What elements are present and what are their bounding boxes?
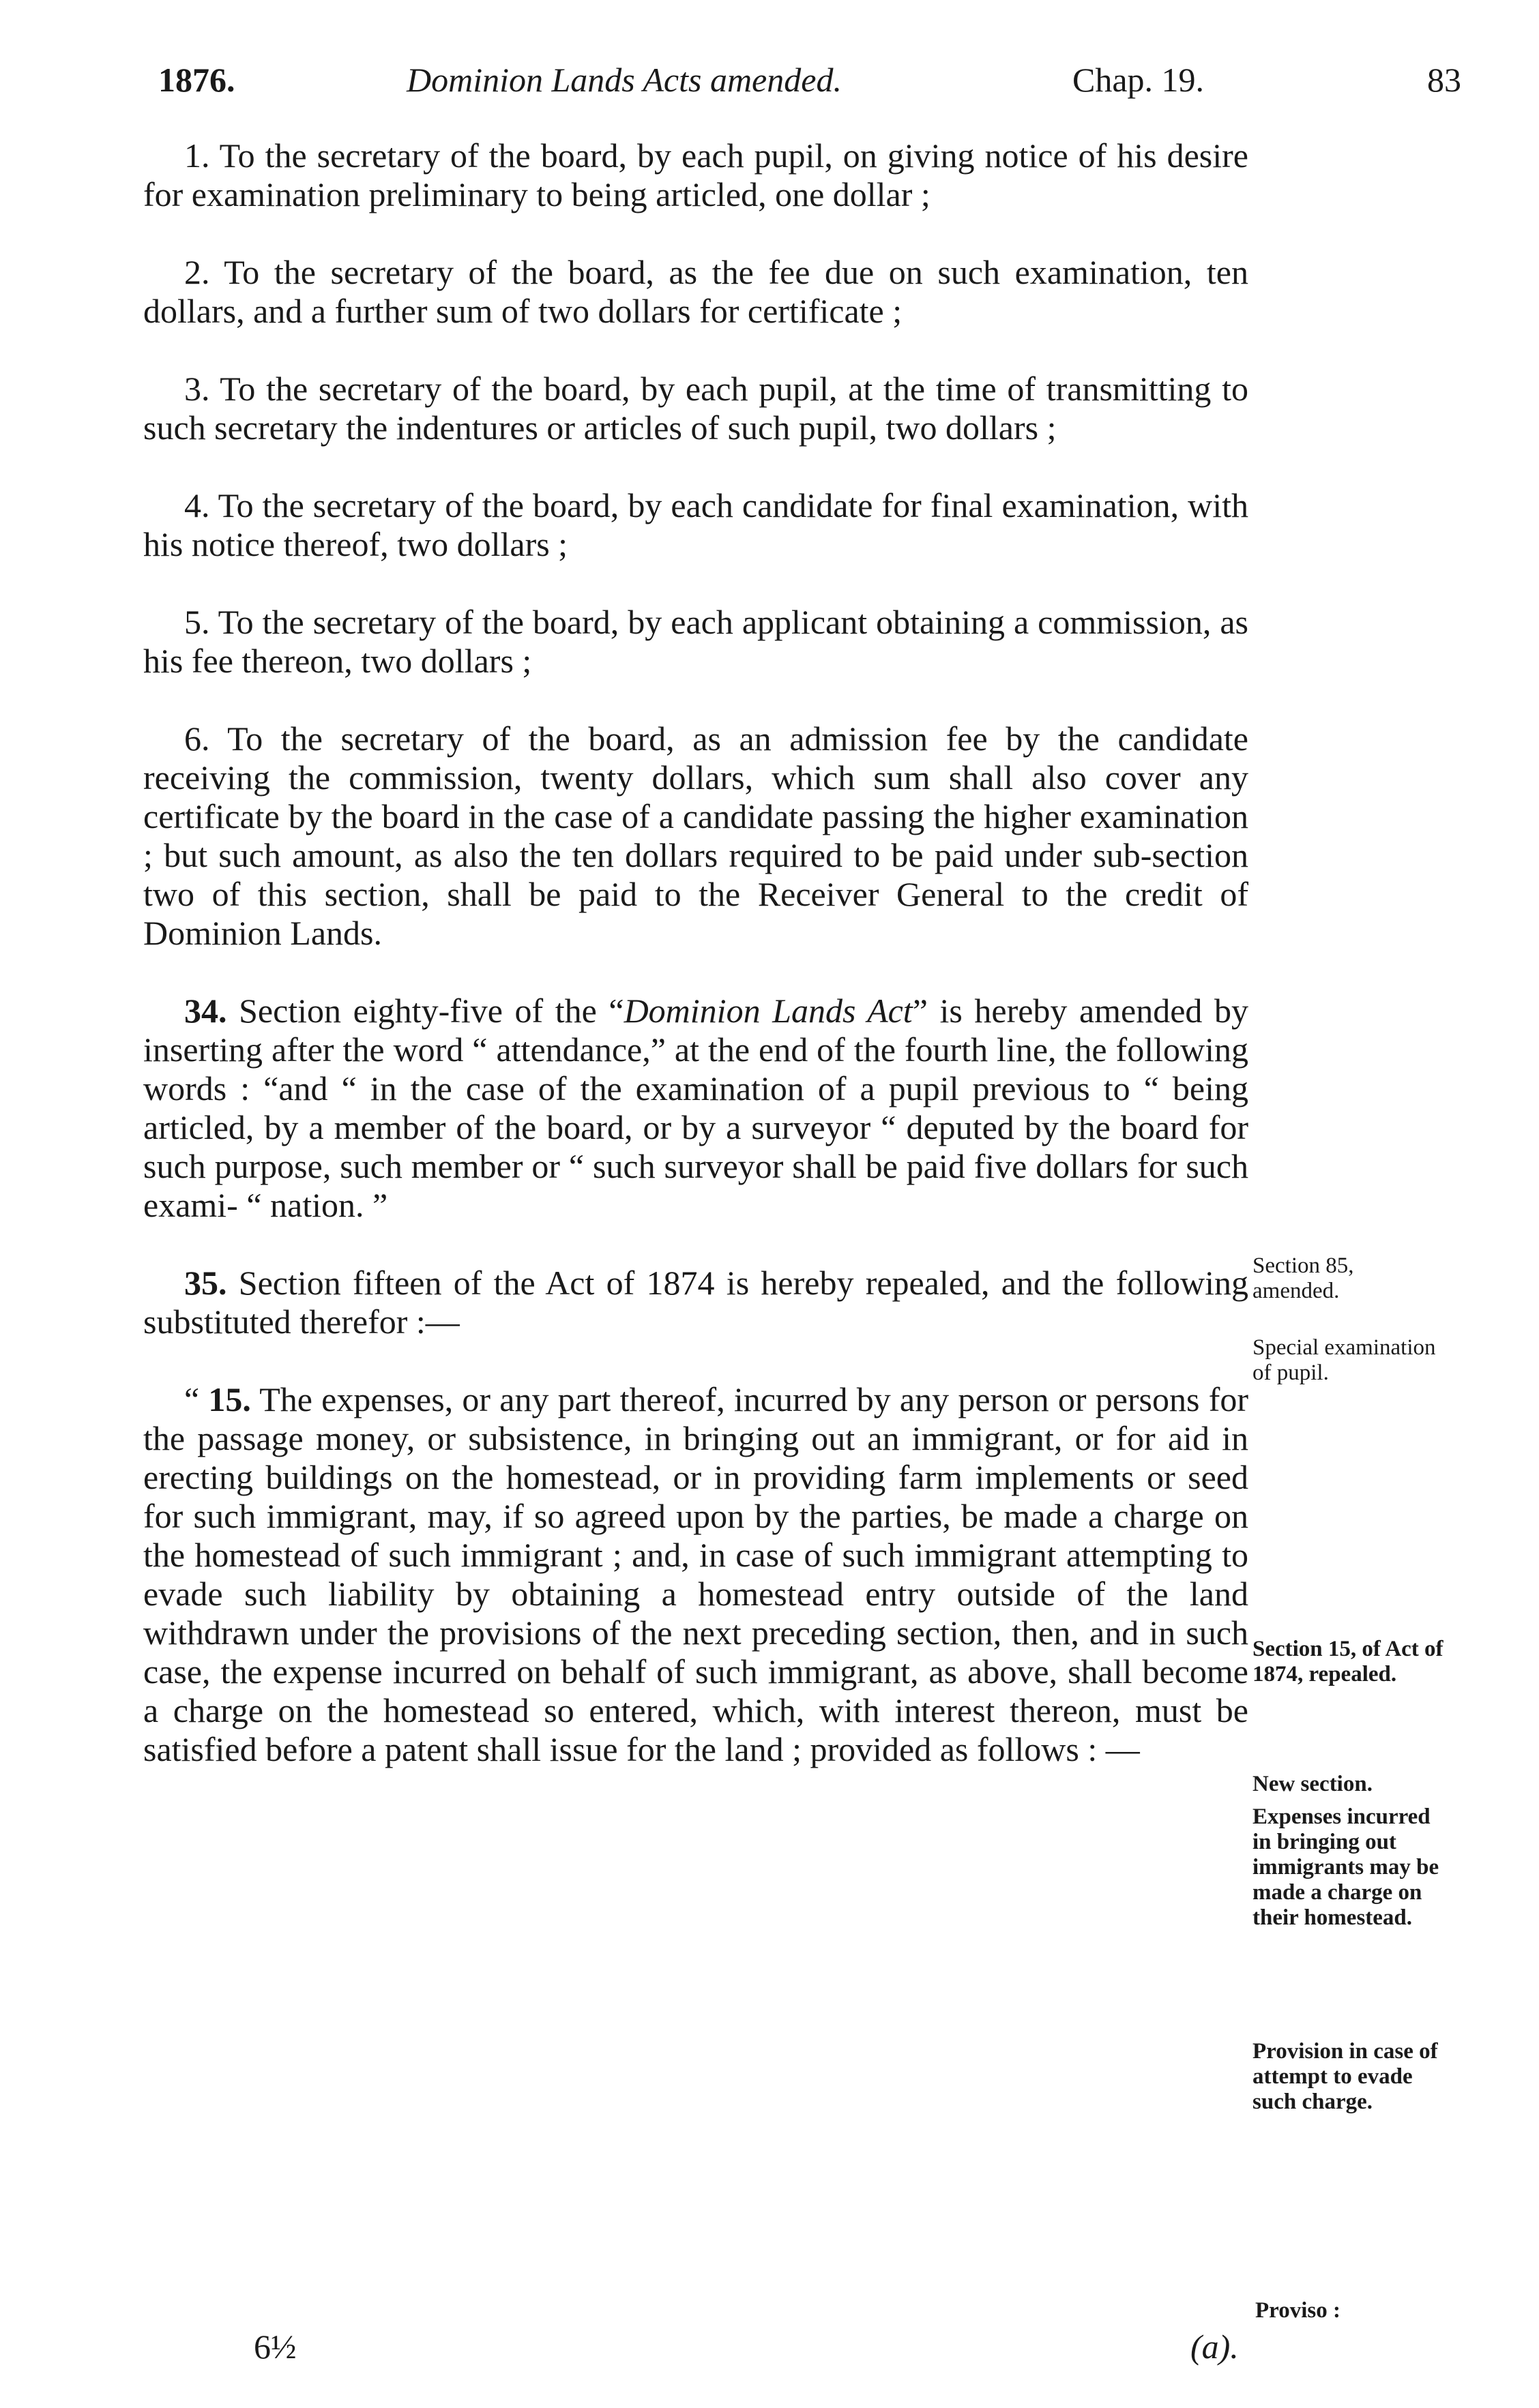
fee-item-4: 4. To the secretary of the board, by each candidate for final examination, with his notice thereof, two dollars ; [143, 486, 1248, 563]
section-34-text-a: Section eighty-five of the “ [226, 992, 624, 1030]
section-34-act-name: Dominion Lands Act [624, 992, 913, 1030]
section-34-text-b: ” is hereby amended by inserting after the word “ attendance,” at the end of the fourth line, the following words : “and “ in the case of the examination of a pupil previous to “ being articled, by a member of the board, or by a surveyor “ deputed by the board for such purpose, such member or “ such surveyor shall be paid five dollars for such exami- “ nation. ” [143, 992, 1248, 1224]
margin-note-section-15-repealed: Section 15, of Act of 1874, repealed. [1252, 1637, 1443, 1686]
margin-note-section-85: Section 85, amended. [1252, 1253, 1354, 1303]
new-section-15-text: The expenses, or any part thereof, incurred by any person or persons for the passage money, or subsistence, in bringing out an immigrant, or for aid in erecting buildings on the homestead, or in providing farm implements or seed for such immigrant, may, if so agreed upon by the parties, be made a charge on the homestead of such immigrant ; and, in case of such immigrant attempting to evade such liability by obtaining a homestead entry outside of the land withdrawn under the provisions of the next preceding section, then, and in such case, the expense incurred on behalf of such immigrant, as above, shall become a charge on the homestead so entered, which, with interest thereon, must be satisfied before a patent shall issue for the land ; provided as follows : — [143, 1380, 1248, 1768]
section-35-text: Section fifteen of the Act of 1874 is hereby repealed, and the following substituted therefor :— [143, 1264, 1248, 1341]
margin-note-special-examination: Special examination of pupil. [1252, 1335, 1436, 1385]
header-chapter: Chap. 19. [1072, 61, 1205, 99]
fee-item-2: 2. To the secretary of the board, as the fee due on such examination, ten dollars, and a further sum of two dollars for certificate ; [143, 253, 1248, 330]
section-34-number: 34. [184, 992, 227, 1030]
fee-item-1: 1. To the secretary of the board, by each pupil, on giving notice of his desire for examination preliminary to being articled, one dollar ; [143, 136, 1248, 213]
section-34 [143, 992, 1248, 1225]
margin-note-new-section: New section. [1252, 1772, 1373, 1796]
margin-note-provision: Provision in case of attempt to evade such charge. [1252, 2039, 1438, 2114]
section-35-number: 35. [184, 1264, 227, 1302]
header-title: Dominion Lands Acts amended. [407, 61, 842, 99]
catchword: (a). [1190, 2328, 1239, 2366]
section-35 [143, 1264, 1248, 1341]
header-year: 1876. [158, 61, 235, 99]
margin-note-proviso: Proviso : [1255, 2298, 1340, 2323]
margin-note-expenses: Expenses incurred in bringing out immigrants may be made a charge on their homestead. [1252, 1804, 1439, 1930]
fee-item-3: 3. To the secretary of the board, by each pupil, at the time of transmitting to such secretary the indentures or articles of such pupil, two dollars ; [143, 370, 1248, 447]
body-text [143, 136, 1248, 1808]
fee-item-5: 5. To the secretary of the board, by each applicant obtaining a commission, as his fee thereon, two dollars ; [143, 603, 1248, 680]
fee-item-6: 6. To the secretary of the board, as an admission fee by the candidate receiving the commission, twenty dollars, which sum shall also cover any certificate by the board in the case of a candidate passing the higher examination ; but such amount, as also the ten dollars required to be paid under sub-section two of this section, shall be paid to the Receiver General to the credit of Dominion Lands. [143, 719, 1248, 952]
page-number: 83 [1427, 61, 1461, 99]
new-section-15-open-quote: “ [184, 1380, 209, 1418]
signature-mark: 6½ [254, 2328, 297, 2366]
new-section-15 [143, 1380, 1248, 1769]
running-header [158, 60, 1461, 115]
new-section-15-number: 15. [208, 1380, 251, 1418]
